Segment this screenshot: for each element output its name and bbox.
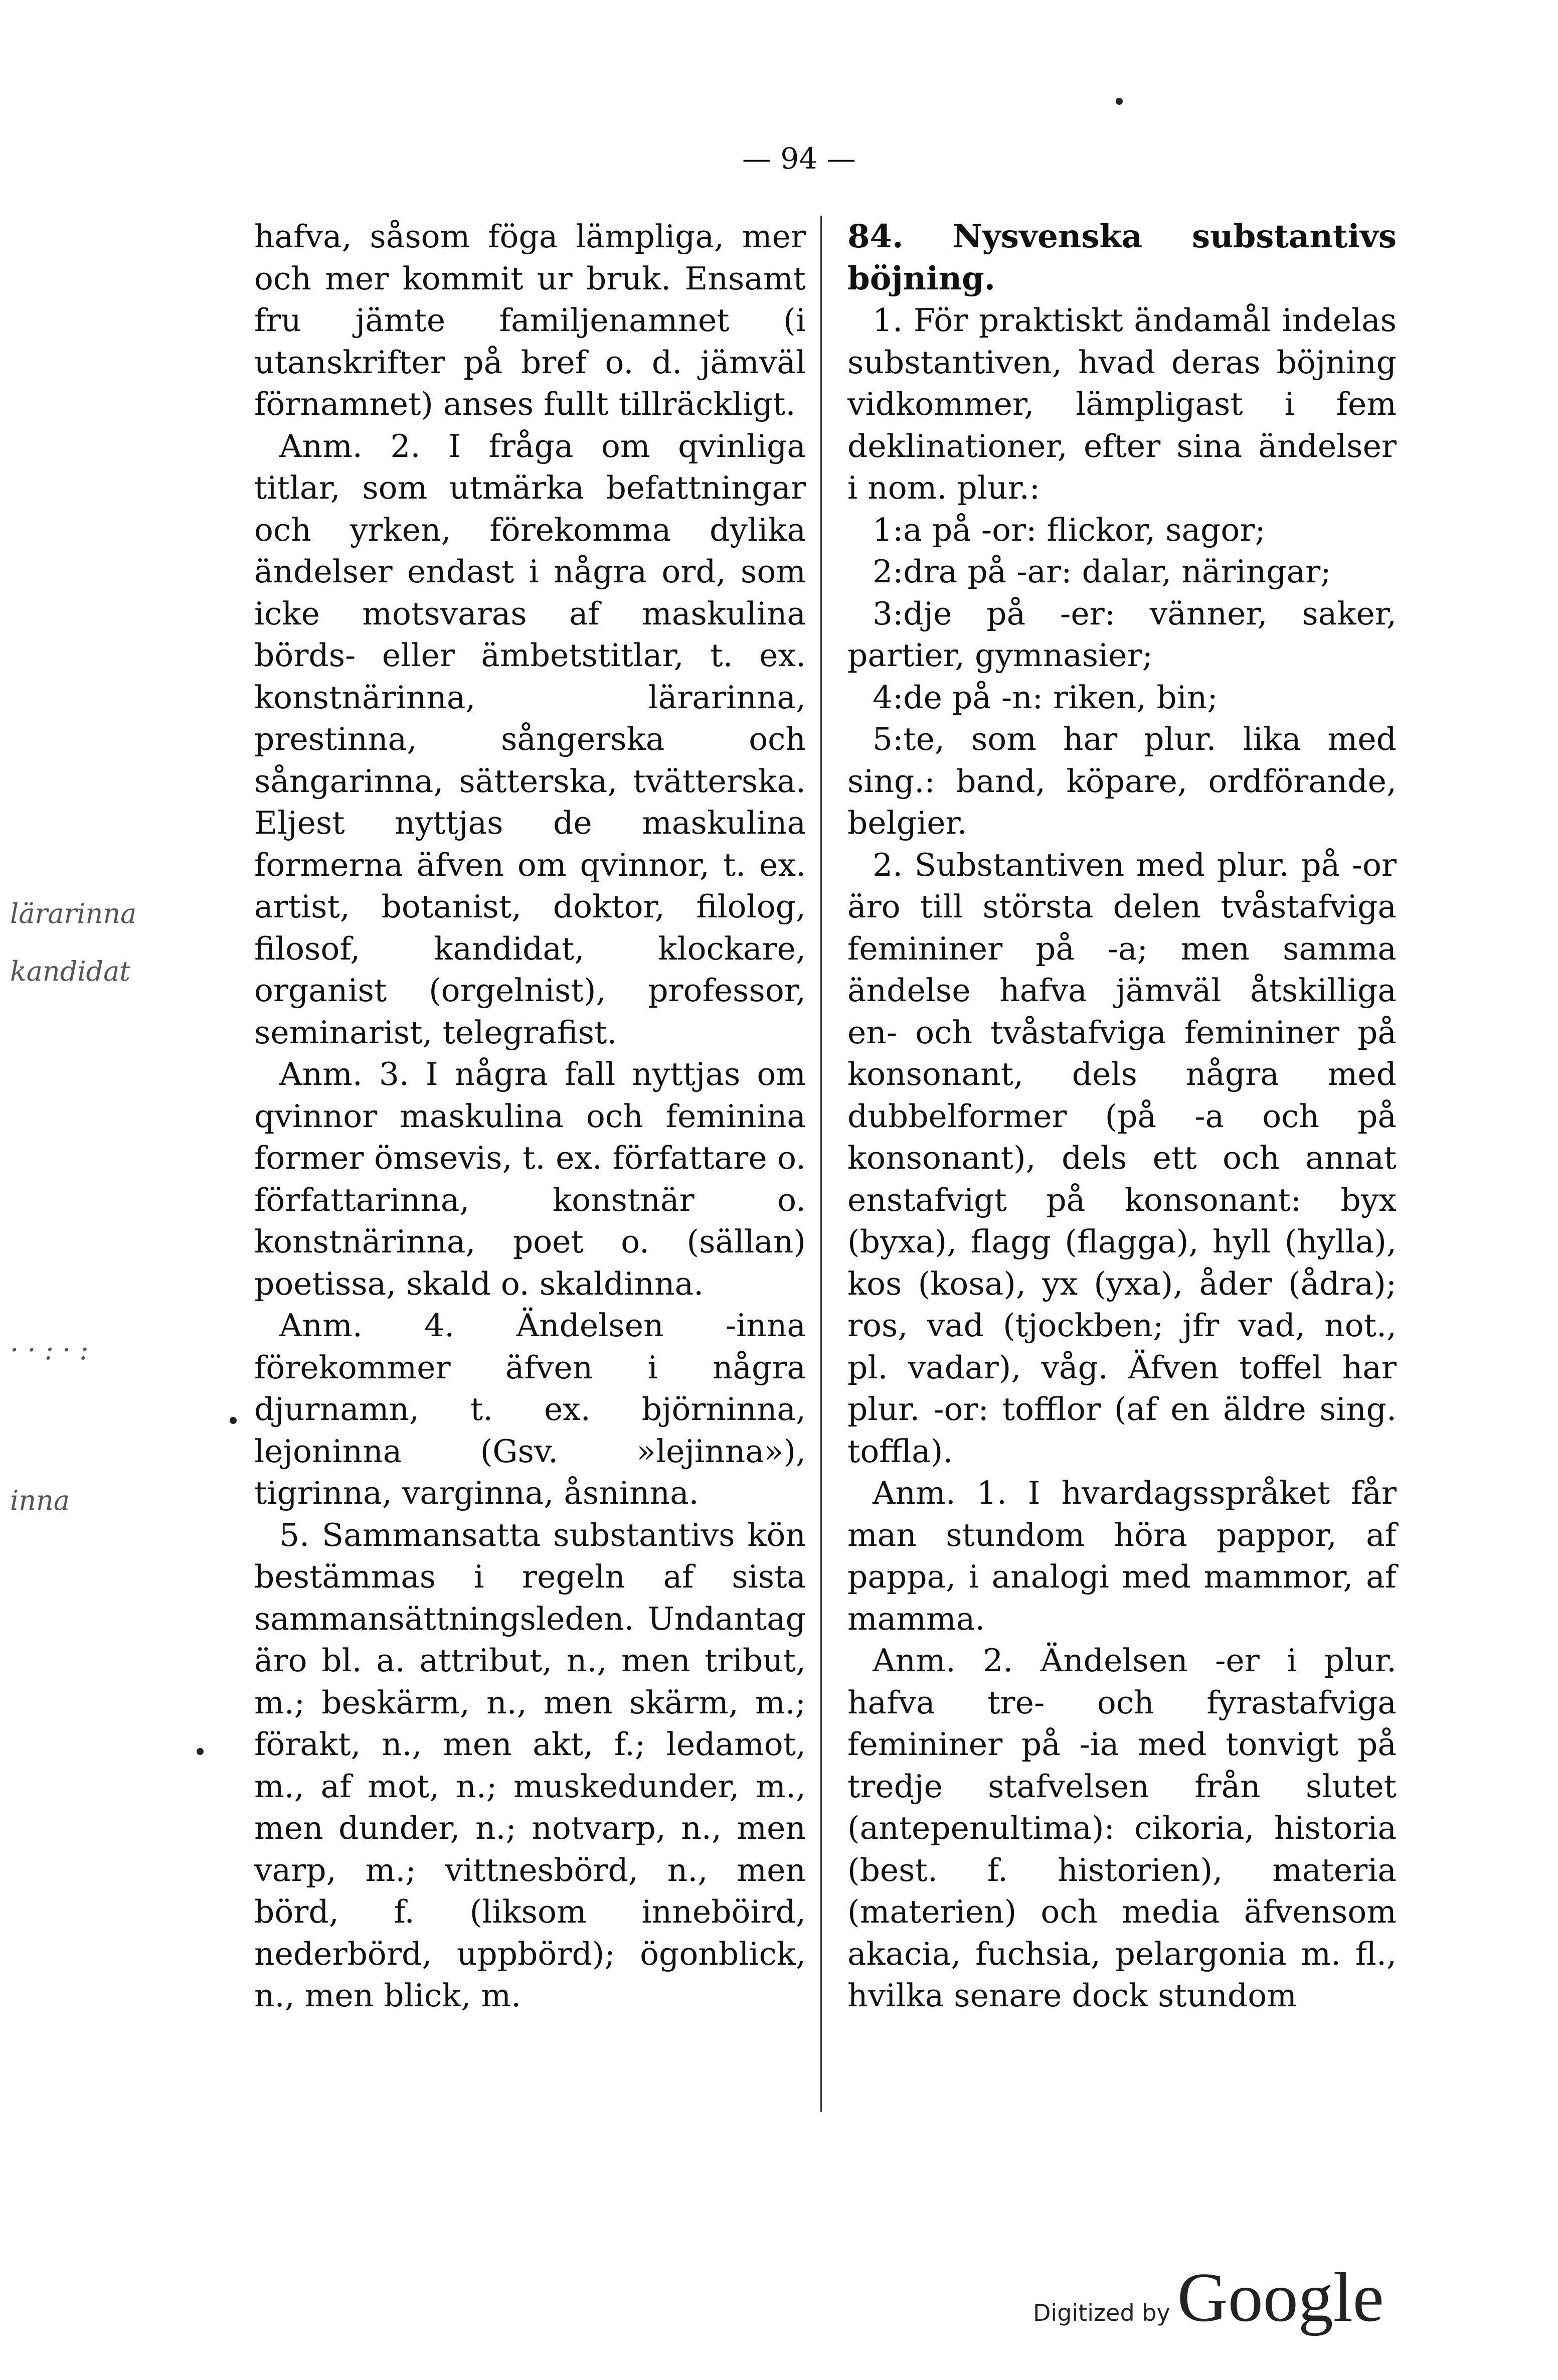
declension-4: 4:de på -n: riken, bin; — [873, 679, 1218, 716]
speck-mark — [1116, 98, 1123, 105]
paragraph-1: 1. För praktiskt ändamål indelas substantiven, hvad deras böjning vidkommer, lämpligast i fem deklinationer, efter sina ändelser i nom. plur.: — [847, 302, 1397, 506]
digitized-by-google-watermark — [1033, 2257, 1384, 2338]
declension-5: 5:te, som har plur. lika med sing.: band, köpare, ordförande, belgier. — [847, 721, 1397, 841]
column-divider — [820, 216, 822, 2112]
paragraph-2: 2. Substantiven med plur. på -or äro till största delen tvåstafviga femininer på -a; men samma ändelse hafva jämväl åtskilliga en- och tvåstafviga femininer på konsonant, dels några med dubbelformer (på -a och på konsonant), dels ett och annat enstafvigt på konsonant: byx (byxa), flagg (flagga), hyll (hylla), kos (kosa), yx (yxa), åder (ådra); ros, vad (tjockben; jfr vad, not., pl. vadar), våg. Äfven toffel har plur. -or: tofflor (af en äldre sing. toffla). — [847, 846, 1397, 1470]
paragraph-anm-2: Anm. 2. I fråga om qvinliga titlar, som utmärka befattningar och yrken, förekomma dylika ändelser endast i några ord, som icke motsvaras af maskulina börds- eller ämbetstitlar, t. ex. konstnärinna, lärarinna, prestinna, sångerska och sångarinna, sätterska, tvätterska. Eljest nyttjas de maskulina formerna äfven om qvinnor, t. ex. artist, botanist, doktor, filolog, filosof, kandidat, klockare, organist (orgelnist), professor, seminarist, telegrafist. — [254, 427, 806, 1051]
paragraph-5: 5. Sammansatta substantivs kön bestämmas i regeln af sista sammansättningsleden. Undantag äro bl. a. attribut, n., men tribut, m.; beskärm, n., men skärm, m.; förakt, n., men akt, f.; ledamot, m., af mot, n.; muskedunder, m., men dunder, n.; notvarp, n., men varp, m.; vittnesbörd, n., men börd, f. (liksom inneböird, nederbörd, uppbörd); ögonblick, n., men blick, m. — [254, 1516, 806, 2014]
left-column — [254, 216, 806, 2017]
digitized-label: Digitized by — [1033, 2299, 1170, 2326]
speck-mark — [197, 1748, 204, 1755]
speck-mark — [230, 1417, 237, 1424]
paragraph-anm-3: Anm. 3. I några fall nyttjas om qvinnor maskulina och feminina former ömsevis, t. ex. författare o. författarinna, konstnär o. konstnärinna, poet o. (sällan) poetissa, skald o. skaldinna. — [254, 1056, 806, 1302]
google-logo: Google — [1177, 2259, 1384, 2336]
page-number: — 94 — — [742, 141, 856, 176]
margin-note-handwritten: inna — [10, 1485, 70, 1516]
margin-note-handwritten: kandidat — [10, 956, 130, 987]
paragraph-continuation: hafva, såsom föga lämpliga, mer och mer kommit ur bruk. Ensamt fru jämte familjenamnet (i utanskrifter på bref o. d. jämväl förnamnet) anses fullt tillräckligt. — [254, 218, 806, 422]
declension-1: 1:a på -or: flickor, sagor; — [873, 511, 1266, 548]
paragraph-anm-1: Anm. 1. I hvardagsspråket får man stundom höra pappor, af pappa, i analogi med mammor, af mamma. — [847, 1475, 1397, 1637]
paragraph-anm-4: Anm. 4. Ändelsen -inna förekommer äfven i några djurnamn, t. ex. björninna, lejoninna (Gsv. »lejinna»), tigrinna, varginna, åsninna. — [254, 1307, 806, 1511]
paragraph-anm-2-right: Anm. 2. Ändelsen -er i plur. hafva tre- och fyrastafviga femininer på -ia med tonvigt på tredje stafvelsen från slutet (antepenultima): cikoria, historia (best. f. historien), materia (materien) och media äfvensom akacia, fuchsia, pelargonia m. fl., hvilka senare dock stundom — [847, 1642, 1397, 2014]
declension-2: 2:dra på -ar: dalar, näringar; — [873, 553, 1331, 590]
right-column — [847, 216, 1397, 2017]
margin-note-handwritten: lärarinna — [10, 898, 137, 929]
section-heading: 84. Nysvenska substantivs böjning. — [847, 218, 1397, 297]
declension-3: 3:dje på -er: vänner, saker, partier, gymnasier; — [847, 595, 1397, 674]
margin-note-handwritten: · · : · : — [10, 1334, 89, 1366]
